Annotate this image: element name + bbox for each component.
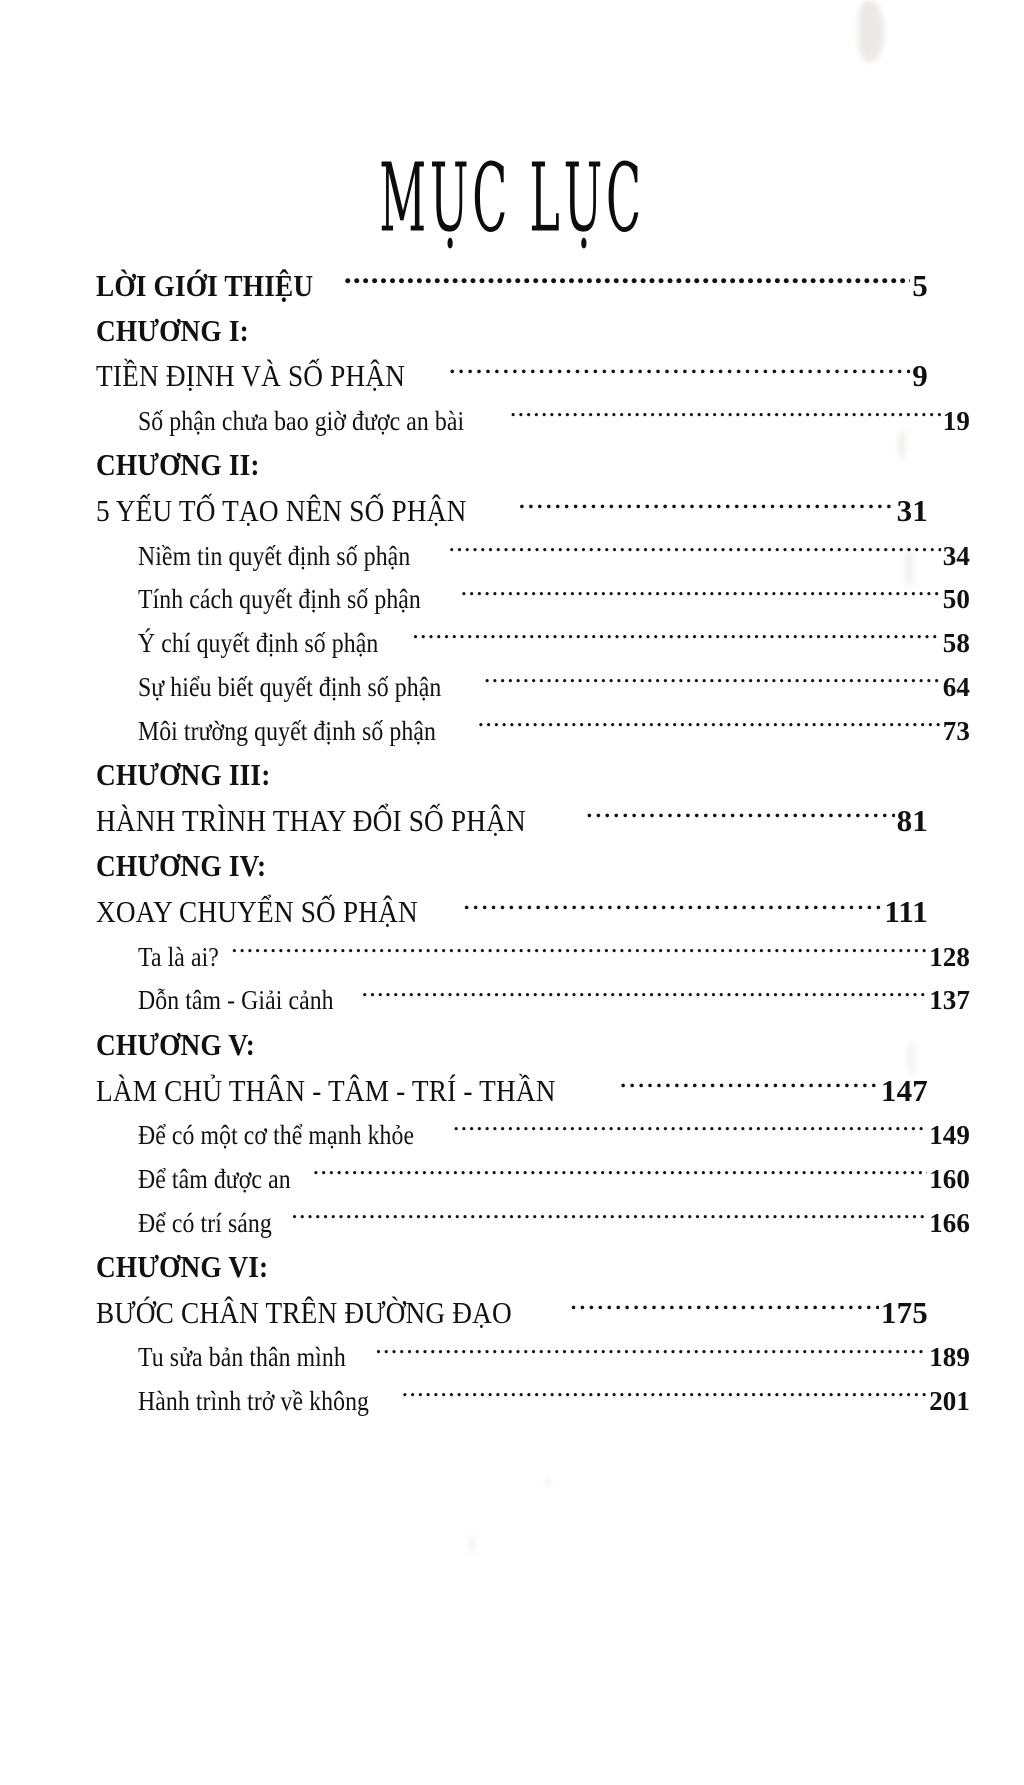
toc-entry-label: LÀM CHỦ THÂN - TÂM - TRÍ - THẦN bbox=[96, 1072, 556, 1108]
toc-entry-label: CHƯƠNG II: bbox=[96, 447, 260, 483]
toc-entry-label: Để có trí sáng bbox=[138, 1207, 272, 1238]
toc-entry-sub[interactable] bbox=[96, 936, 970, 980]
toc-dot-leader bbox=[518, 490, 895, 521]
toc-page-number: 50 bbox=[942, 584, 970, 615]
toc-entry-sub[interactable] bbox=[96, 666, 970, 710]
toc-page-number: 31 bbox=[896, 493, 928, 529]
toc-entry-label: Niềm tin quyết định số phận bbox=[138, 540, 411, 571]
toc-dot-leader bbox=[510, 403, 941, 430]
toc-dot-leader bbox=[313, 1161, 928, 1188]
toc-entry-label: Sự hiểu biết quyết định số phận bbox=[138, 671, 442, 702]
toc-dot-leader bbox=[344, 265, 910, 296]
toc-page-number: 128 bbox=[929, 941, 970, 972]
toc-page-number: 160 bbox=[929, 1163, 970, 1194]
toc-dot-leader bbox=[231, 939, 927, 966]
toc-dot-leader bbox=[375, 1339, 927, 1366]
toc-entry-chapter-title[interactable] bbox=[96, 1290, 928, 1337]
toc-entry-sub[interactable] bbox=[96, 622, 970, 666]
toc-page-number: 147 bbox=[880, 1072, 928, 1108]
toc-page-number: 34 bbox=[942, 540, 970, 571]
toc-dot-leader bbox=[291, 1205, 927, 1232]
toc-dot-leader bbox=[460, 581, 940, 608]
toc-dot-leader bbox=[412, 625, 941, 652]
toc-dot-leader bbox=[570, 1292, 879, 1323]
toc-entry-label: CHƯƠNG V: bbox=[96, 1027, 255, 1062]
toc-dot-leader bbox=[402, 1383, 928, 1410]
toc-entry-label: BƯỚC CHÂN TRÊN ĐƯỜNG ĐẠO bbox=[96, 1294, 512, 1330]
toc-entry-chapter-head[interactable] bbox=[96, 1245, 928, 1290]
toc-entry-chapter-title[interactable] bbox=[96, 1068, 928, 1115]
toc-page-number: 166 bbox=[929, 1207, 970, 1238]
toc-entry-chapter-title[interactable] bbox=[96, 798, 928, 845]
toc-entry-chapter-title[interactable] bbox=[96, 889, 928, 936]
toc-entry-label: TIỀN ĐỊNH VÀ SỐ PHẬN bbox=[96, 358, 406, 394]
toc-dot-leader bbox=[448, 538, 940, 565]
toc-entry-sub[interactable] bbox=[96, 1380, 970, 1424]
toc-entry-chapter-title[interactable] bbox=[96, 353, 928, 400]
toc-dot-leader bbox=[619, 1070, 879, 1101]
toc-entry-label: CHƯƠNG VI: bbox=[96, 1249, 269, 1285]
toc-page-number: 137 bbox=[929, 985, 970, 1016]
toc-dot-leader bbox=[463, 891, 883, 922]
toc-entry-label: Để tâm được an bbox=[138, 1163, 291, 1194]
toc-entry-label: XOAY CHUYỂN SỐ PHẬN bbox=[96, 894, 418, 930]
toc-page-number: 19 bbox=[942, 405, 970, 436]
toc-entry-label: Tu sửa bản thân mình bbox=[138, 1342, 346, 1373]
toc-page-number: 189 bbox=[929, 1342, 970, 1373]
toc-entry-sub[interactable] bbox=[96, 535, 970, 579]
toc-page-number: 149 bbox=[929, 1120, 970, 1151]
toc-entry-major[interactable] bbox=[96, 264, 928, 309]
toc-entry-sub[interactable] bbox=[96, 1114, 970, 1158]
toc-dot-leader bbox=[484, 669, 941, 696]
toc-dot-leader bbox=[448, 355, 910, 386]
toc-entry-chapter-head[interactable] bbox=[96, 1023, 928, 1068]
toc-entry-label: CHƯƠNG III: bbox=[96, 757, 271, 793]
toc-entry-label: Ta là ai? bbox=[138, 941, 219, 972]
toc-entry-sub[interactable] bbox=[96, 578, 970, 622]
toc-entry-chapter-title[interactable] bbox=[96, 488, 928, 535]
page-title: MỤC LỤC bbox=[379, 143, 645, 254]
toc-entry-label: CHƯƠNG IV: bbox=[96, 848, 267, 884]
toc-entry-sub[interactable] bbox=[96, 1158, 970, 1202]
toc-entry-label: Dỗn tâm - Giải cảnh bbox=[138, 985, 334, 1016]
toc-entry-label: LỜI GIỚI THIỆU bbox=[96, 268, 314, 303]
toc-page-number: 81 bbox=[896, 802, 928, 838]
table-of-contents-list bbox=[96, 264, 970, 1424]
toc-entry-sub[interactable] bbox=[96, 1336, 970, 1380]
toc-dot-leader bbox=[361, 982, 927, 1009]
toc-page-number: 5 bbox=[912, 268, 928, 303]
toc-entry-label: Hành trình trở về không bbox=[138, 1386, 370, 1417]
toc-page-number: 201 bbox=[929, 1386, 970, 1417]
toc-entry-sub[interactable] bbox=[96, 400, 970, 444]
toc-dot-leader bbox=[478, 713, 941, 740]
toc-entry-chapter-head[interactable] bbox=[96, 753, 928, 798]
toc-page-number: 175 bbox=[880, 1294, 928, 1330]
toc-entry-label: Số phận chưa bao giờ được an bài bbox=[138, 405, 465, 436]
toc-entry-sub[interactable] bbox=[96, 710, 970, 754]
toc-dot-leader bbox=[586, 800, 895, 831]
toc-page-number: 73 bbox=[942, 715, 970, 746]
toc-page-number: 64 bbox=[942, 671, 970, 702]
toc-page-number: 58 bbox=[942, 628, 970, 659]
toc-entry-label: 5 YẾU TỐ TẠO NÊN SỐ PHẬN bbox=[96, 493, 467, 529]
toc-entry-sub[interactable] bbox=[96, 1202, 970, 1246]
toc-page-number: 111 bbox=[884, 894, 928, 930]
toc-entry-sub[interactable] bbox=[96, 979, 970, 1023]
toc-entry-label: Tính cách quyết định số phận bbox=[138, 584, 421, 615]
toc-entry-label: Môi trường quyết định số phận bbox=[138, 715, 436, 746]
toc-entry-label: HÀNH TRÌNH THAY ĐỔI SỐ PHẬN bbox=[96, 802, 526, 838]
toc-entry-label: CHƯƠNG I: bbox=[96, 312, 249, 348]
toc-entry-chapter-head[interactable] bbox=[96, 309, 928, 354]
toc-entry-chapter-head[interactable] bbox=[96, 443, 928, 488]
toc-entry-label: Để có một cơ thể mạnh khỏe bbox=[138, 1120, 415, 1151]
toc-entry-chapter-head[interactable] bbox=[96, 844, 928, 889]
toc-dot-leader bbox=[453, 1117, 927, 1144]
toc-entry-label: Ý chí quyết định số phận bbox=[138, 628, 379, 659]
toc-page-number: 9 bbox=[912, 358, 928, 394]
